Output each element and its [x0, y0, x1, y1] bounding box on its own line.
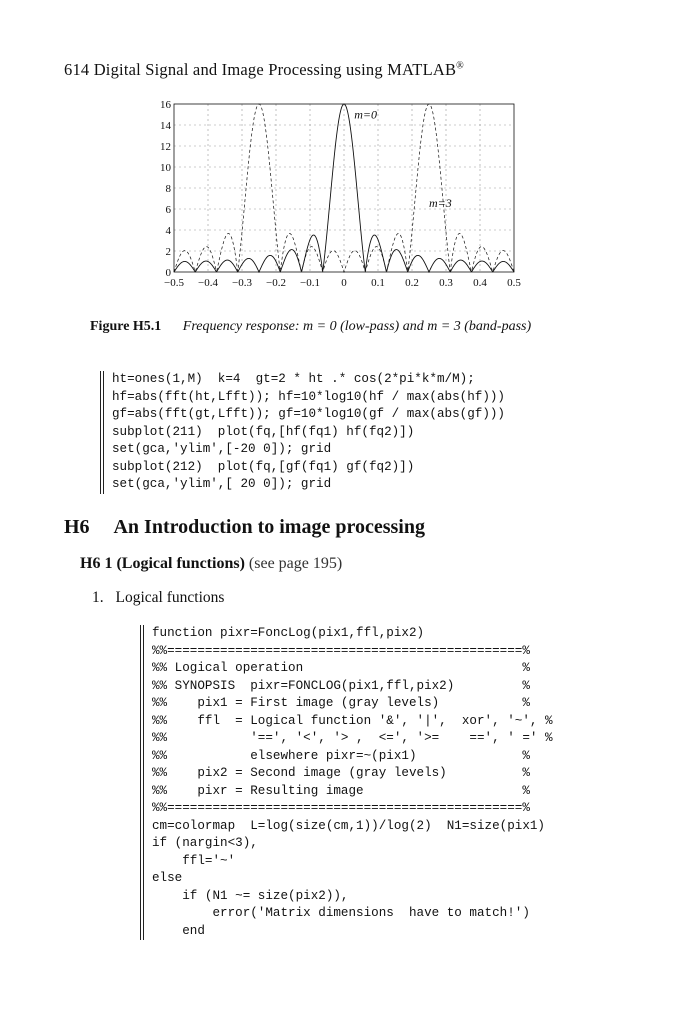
subsection-heading — [80, 555, 342, 573]
code-line: function pixr=FoncLog(pix1,ffl,pix2) — [152, 626, 425, 640]
code-line: if (N1 ~= size(pix2)), — [152, 888, 349, 903]
code-line: %% pix1 = First image (gray levels) % — [152, 696, 530, 710]
code-line: %% '==', '<', '> , <=', '>= ==', ' =' % — [152, 731, 553, 745]
code-line: subplot(212) plot(fq,[gf(fq1) gf(fq2)]) — [112, 459, 415, 474]
code-line: %% Logical operation % — [152, 661, 530, 675]
x-tick-label: 0.3 — [439, 277, 453, 289]
y-tick-label: 4 — [165, 225, 171, 237]
section-heading — [64, 516, 425, 539]
x-tick-label: −0.1 — [300, 277, 320, 289]
subsection-number: H6 1 — [80, 555, 113, 572]
book-title: Digital Signal and Image Processing using MATLAB — [93, 60, 457, 79]
x-tick-label: 0 — [341, 277, 347, 289]
page-reference: (see page 195) — [248, 555, 343, 572]
figure-label: Figure H5.1 — [90, 319, 162, 334]
x-tick-label: 0.2 — [405, 277, 419, 289]
code-listing-fonclog — [140, 625, 553, 940]
code-line: ffl='~' — [152, 853, 236, 868]
y-tick-label: 0 — [165, 267, 171, 279]
running-header — [64, 60, 464, 80]
frequency-response-chart — [140, 96, 540, 311]
code-line: %% ffl = Logical function '&', '|', xor', '~', % — [152, 713, 553, 728]
code-line: if (nargin<3), — [152, 836, 258, 850]
chart-svg — [140, 96, 540, 306]
y-tick-label: 12 — [160, 141, 171, 153]
figure-caption — [90, 319, 531, 335]
y-tick-label: 2 — [165, 246, 171, 258]
code-listing-frequency — [100, 371, 505, 494]
x-tick-label: 0.1 — [371, 277, 385, 289]
code-line: else — [152, 871, 183, 885]
code-line: %% pixr = Resulting image % — [152, 783, 530, 798]
code-line: %%===============================================% — [152, 643, 530, 658]
subsection-title: (Logical functions) — [116, 555, 245, 572]
code-line: end — [152, 923, 205, 938]
code-line: hf=abs(fft(ht,Lfft)); hf=10*log10(hf / max(abs(hf))) — [112, 389, 505, 404]
section-title: An Introduction to image processing — [113, 516, 425, 538]
code-line: set(gca,'ylim',[ 20 0]); grid — [112, 477, 332, 491]
code-line: %% pix2 = Second image (gray levels) % — [152, 766, 530, 780]
registered-mark: ® — [456, 60, 464, 72]
code-line: cm=colormap L=log(size(cm,1))/log(2) N1=size(pix1) — [152, 818, 545, 833]
figure-caption-text: Frequency response: m = 0 (low-pass) and m = 3 (band-pass) — [182, 319, 532, 334]
y-tick-label: 6 — [165, 204, 171, 216]
code-line: %% elsewhere pixr=~(pix1) % — [152, 748, 530, 763]
x-tick-label: −0.3 — [232, 277, 252, 289]
y-tick-label: 10 — [160, 162, 171, 174]
y-tick-label: 14 — [160, 120, 171, 132]
code-line: set(gca,'ylim',[-20 0]); grid — [112, 442, 332, 456]
code-line: ht=ones(1,M) k=4 gt=2 * ht .* cos(2*pi*k*m/M); — [112, 372, 475, 386]
page-number: 614 — [64, 60, 90, 79]
x-tick-label: −0.2 — [266, 277, 286, 289]
series-annotation: m=3 — [429, 195, 452, 210]
code-line: %% SYNOPSIS pixr=FONCLOG(pix1,ffl,pix2) % — [152, 678, 530, 693]
x-tick-label: −0.4 — [198, 277, 218, 289]
list-item-number: 1. — [92, 589, 104, 606]
y-tick-label: 16 — [160, 99, 171, 111]
code-line: error('Matrix dimensions have to match!') — [152, 906, 530, 920]
series-annotation: m=0 — [354, 107, 377, 122]
y-tick-label: 8 — [165, 183, 171, 195]
list-item-text: Logical functions — [115, 589, 225, 606]
x-tick-label: 0.5 — [507, 277, 521, 289]
section-number: H6 — [64, 516, 90, 538]
x-tick-label: 0.4 — [473, 277, 487, 289]
code-line: %%===============================================% — [152, 801, 530, 815]
x-tick-label: −0.5 — [164, 277, 184, 289]
code-line: subplot(211) plot(fq,[hf(fq1) hf(fq2)]) — [112, 424, 415, 439]
code-line: gf=abs(fft(gt,Lfft)); gf=10*log10(gf / max(abs(gf))) — [112, 407, 505, 421]
list-item — [92, 589, 224, 607]
